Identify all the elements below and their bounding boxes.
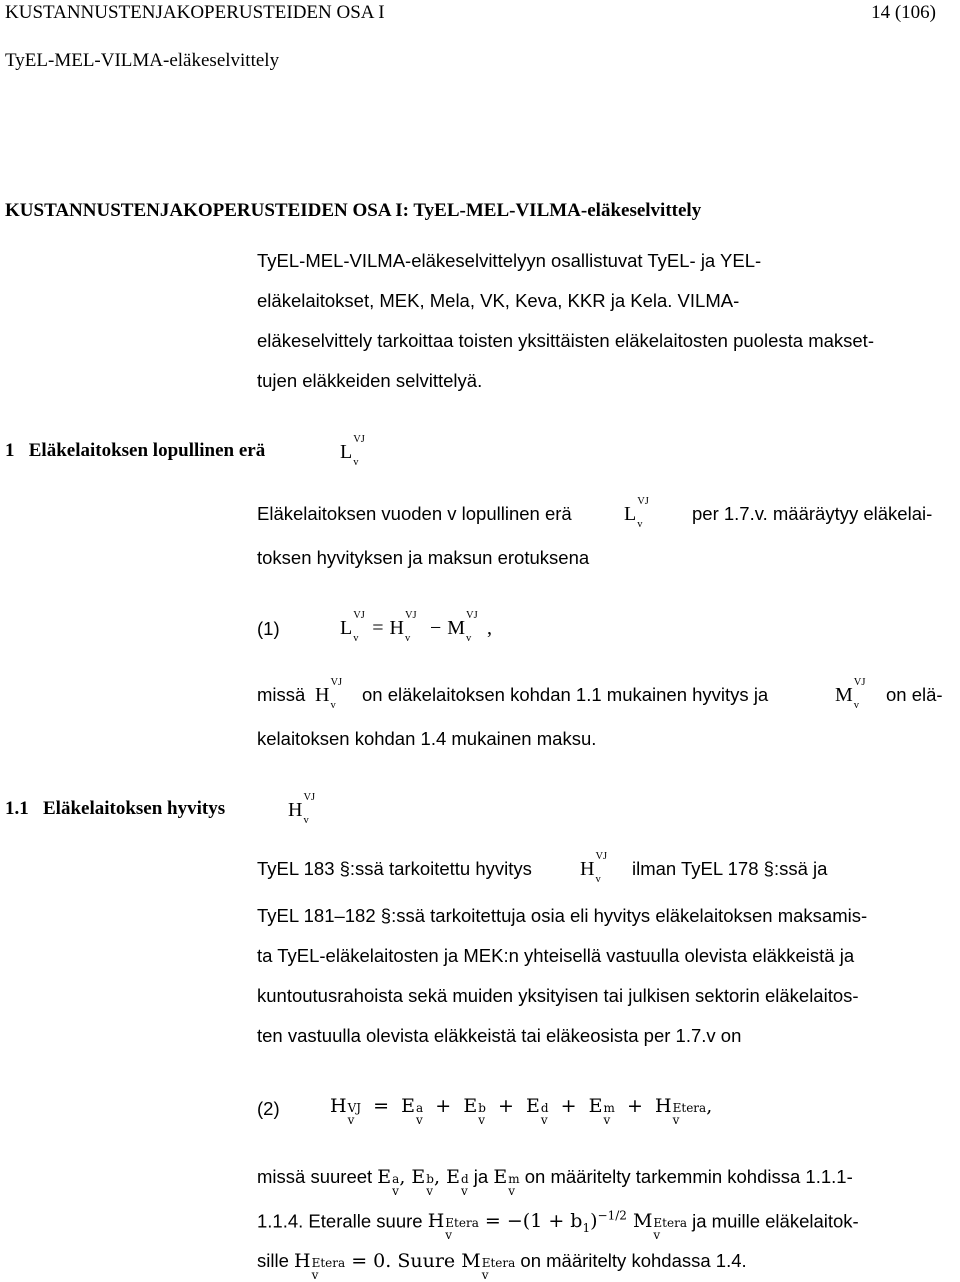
symbol-L-vj-v: L VJ v <box>340 434 365 468</box>
equation-1-label: (1) <box>257 618 280 639</box>
document-header-title: KUSTANNUSTENJAKOPERUSTEIDEN OSA I <box>5 2 385 23</box>
section-1-text: toksen hyvityksen ja maksun erotuksena <box>257 547 590 568</box>
section-1-1-text: ta TyEL-eläkelaitosten ja MEK:n yhteisellä vastuulla olevista eläkkeistä ja <box>257 945 855 966</box>
section-sign: § <box>380 905 392 926</box>
intro-line: eläkelaitokset, MEK, Mela, VK, Keva, KKR ja Kela. VILMA- <box>257 290 740 311</box>
equation-2: H VJ v = E a v + E b v + E d v + E m v + H Etera v , <box>330 1095 713 1127</box>
section-1-heading <box>5 440 265 462</box>
intro-line: tujen eläkkeiden selvittelyä. <box>257 370 483 391</box>
intro-line: TyEL-MEL-VILMA-eläkeselvittelyyn osallistuvat TyEL- ja YEL- <box>257 250 762 271</box>
equation-1-explanation: on elä- <box>886 684 943 705</box>
symbol-H-vj-v: H VJ v <box>315 677 343 711</box>
equation-2-label: (2) <box>257 1098 280 1119</box>
document-header-subtitle: TyEL-MEL-VILMA-eläkeselvittely <box>5 50 280 71</box>
section-1-text: per 1.7.v. määräytyy eläkelai- <box>692 503 933 524</box>
section-title: Eläkelaitoksen lopullinen erä <box>28 440 266 461</box>
section-1-1-text: ilman TyEL 178 §:ssä ja <box>632 858 828 879</box>
symbol-H-vj-v: H VJ v <box>288 792 316 826</box>
symbol-L-vj-v: L VJ v <box>624 496 649 530</box>
section-sign: § <box>763 858 774 879</box>
equation-2-explanation: 1.1.4. Eteralle suure H Etera v = $-(1 + b_1)^{-1/2}$ M Etera v ja muille eläkelaitok- <box>257 1209 859 1243</box>
section-1-1-text: TyEL 181–182 §:ssä tarkoitettuja osia eli hyvitys eläkelaitoksen maksamis- <box>257 905 868 926</box>
section-1-1-text: kuntoutusrahoista sekä muiden yksityisen tai julkisen sektorin eläkelaitos- <box>257 985 859 1006</box>
section-1-1-heading <box>5 798 225 820</box>
section-sign: § <box>339 858 350 879</box>
equation-1-explanation: on eläkelaitoksen kohdan 1.1 mukainen hyvitys ja <box>362 684 769 705</box>
section-number: 1.1 <box>5 798 29 819</box>
section-1-1-text: TyEL 183 §:ssä tarkoitettu hyvitys <box>257 858 532 879</box>
equation-2-explanation: missä suureet E a v , E b v , E d v ja E m v on määritelty tarkemmin kohdissa 1.1.1- <box>257 1166 853 1198</box>
equation-2-explanation: sille H Etera v = 0. Suure M Etera v on määritelty kohdassa 1.4. <box>257 1250 747 1282</box>
page-number: 14 (106) <box>871 2 936 23</box>
section-1-1-text: ten vastuulla olevista eläkkeistä tai eläkeosista per 1.7.v on <box>257 1025 742 1046</box>
section-1-text: Eläkelaitoksen vuoden v lopullinen erä <box>257 503 572 524</box>
equation-1-explanation: kelaitoksen kohdan 1.4 mukainen maksu. <box>257 728 597 749</box>
intro-line: eläkeselvittely tarkoittaa toisten yksittäisten eläkelaitosten puolesta makset- <box>257 330 874 351</box>
section-number: 1 <box>5 440 15 461</box>
symbol-M-vj-v: M VJ v <box>835 677 866 711</box>
main-title: KUSTANNUSTENJAKOPERUSTEIDEN OSA I: TyEL-MEL-VILMA-eläkeselvittely <box>5 200 702 221</box>
equation-1-explanation: missä <box>257 684 306 705</box>
section-title: Eläkelaitoksen hyvitys <box>43 798 226 819</box>
equation-1: L VJ v = H VJ v − M VJ v , <box>340 610 493 644</box>
symbol-H-vj-v: H VJ v <box>580 851 608 885</box>
